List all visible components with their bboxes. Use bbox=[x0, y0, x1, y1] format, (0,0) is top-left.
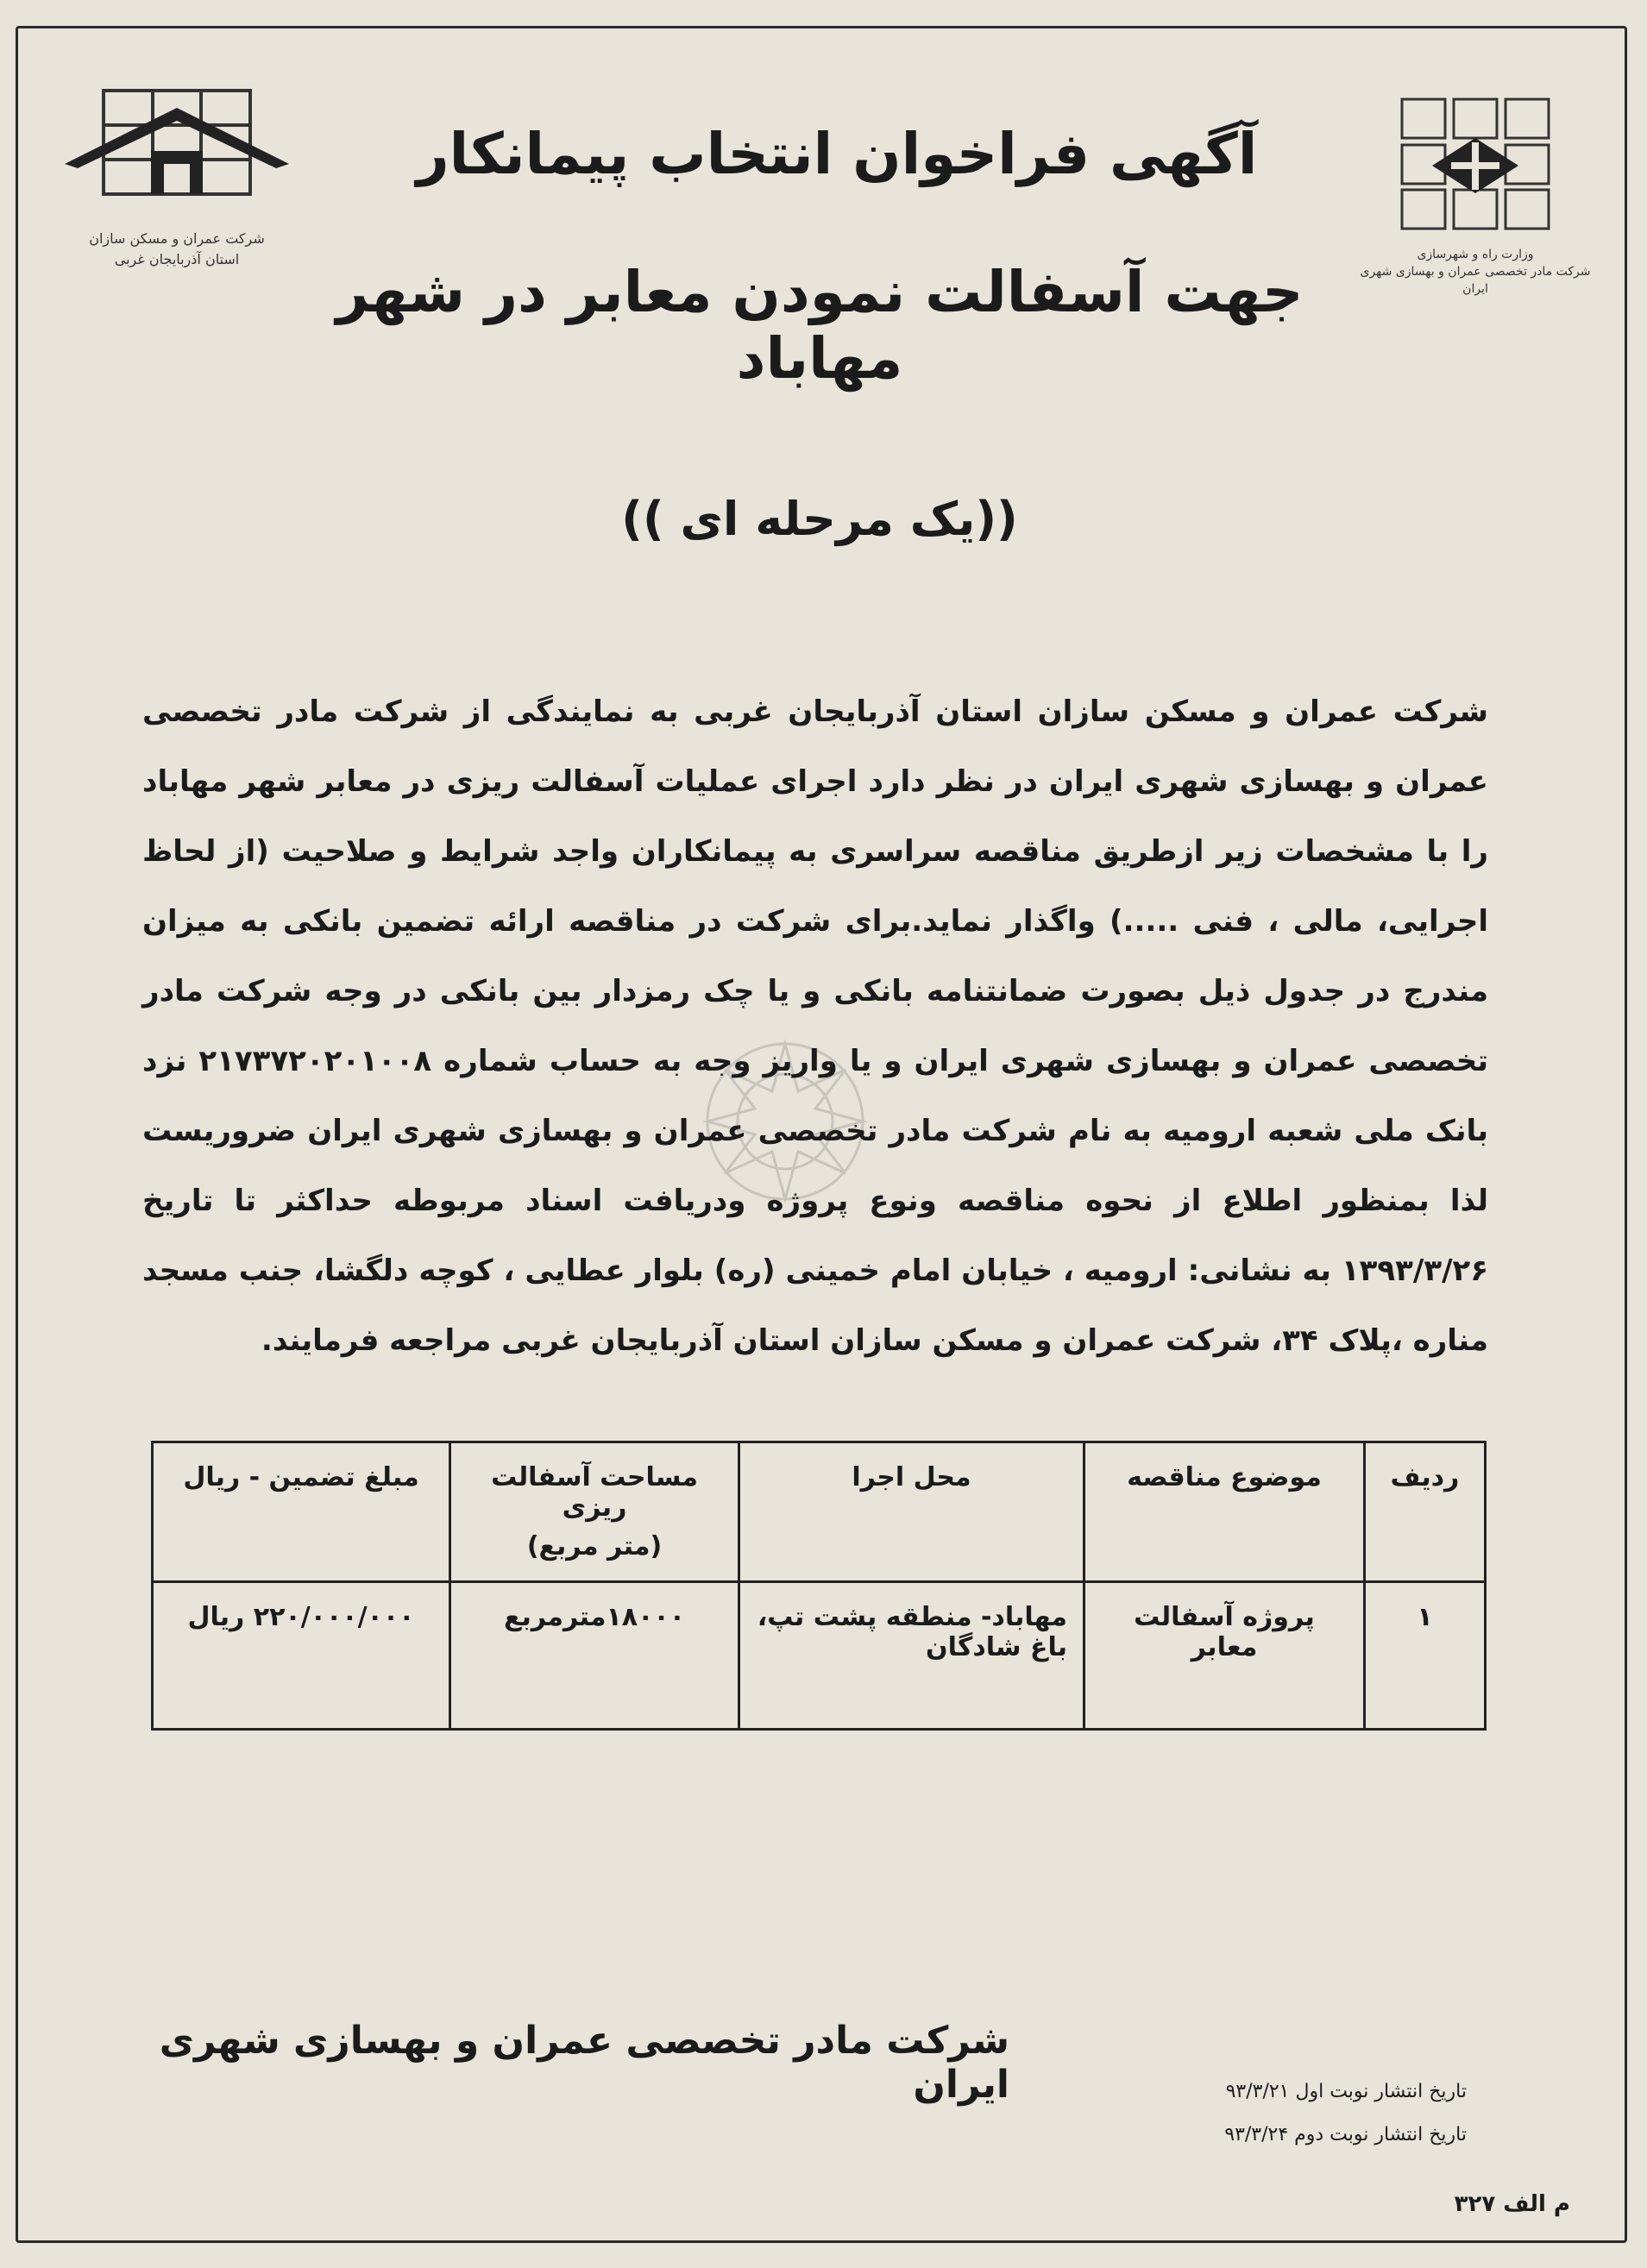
signature: شرکت مادر تخصصی عمران و بهسازی شهری ایران bbox=[159, 2019, 1009, 2107]
table-row bbox=[153, 1582, 1486, 1730]
header-subject: موضوع مناقصه bbox=[1084, 1442, 1365, 1582]
cell-subject: پروژه آسفالت معابر bbox=[1084, 1582, 1365, 1730]
cell-area: ۱۸۰۰۰مترمربع bbox=[450, 1582, 739, 1730]
table-header-row bbox=[153, 1442, 1486, 1582]
company-logo-icon bbox=[56, 82, 298, 211]
cell-guarantee: ۲۲۰/۰۰۰/۰۰۰ ریال bbox=[153, 1582, 450, 1730]
header-location: محل اجرا bbox=[739, 1442, 1084, 1582]
cell-row-no: ۱ bbox=[1365, 1582, 1486, 1730]
company-caption-line2: استان آذربایجان غربی bbox=[114, 251, 240, 267]
title-line2: جهت آسفالت نمودن معابر در شهر مهاباد bbox=[336, 259, 1304, 392]
reference-number: م الف ۳۲۷ bbox=[1454, 2191, 1570, 2217]
ministry-caption-line1: وزارت راه و شهرسازی bbox=[1417, 248, 1534, 261]
publication-second-date: تاریخ انتشار نوبت دوم ۹۳/۳/۲۴ bbox=[1224, 2124, 1467, 2145]
publication-first-date: تاریخ انتشار نوبت اول ۹۳/۳/۲۱ bbox=[1225, 2081, 1467, 2102]
header-guarantee: مبلغ تضمین - ریال bbox=[153, 1442, 450, 1582]
header-area bbox=[450, 1442, 739, 1582]
header-area-line2: (متر مربع) bbox=[526, 1531, 663, 1561]
title-line1: آگهی فراخوان انتخاب پیمانکار bbox=[416, 121, 1258, 187]
cell-location: مهاباد- منطقه پشت تپ، باغ شادگان bbox=[739, 1582, 1084, 1730]
ministry-logo-caption bbox=[1346, 246, 1605, 298]
header-row-no: ردیف bbox=[1365, 1442, 1486, 1582]
header-area-line1: مساحت آسفالت ریزی bbox=[491, 1462, 698, 1523]
company-caption-line1: شرکت عمران و مسکن سازان bbox=[89, 230, 265, 247]
tender-table bbox=[151, 1441, 1487, 1731]
tender-stage: ((یک مرحله ای )) bbox=[621, 492, 1018, 546]
ministry-caption-line2: شرکت مادر تخصصی عمران و بهسازی شهری ایران bbox=[1360, 265, 1591, 296]
notice-body: شرکت عمران و مسکن سازان استان آذربایجان غربی به نمایندگی از شرکت مادر تخصصی عمران و بهسازی شهری ایران در نظر دارد اجرای عملیات آسفالت ریزی در معابر شهر مهاباد را با مشخصات زیر ازطریق مناقصه سراسری به پیمانکاران واجد شرایط و صلاحیت (از لحاظ اجرایی، مالی ، فنی .....) واگذار نماید.برای شرکت در مناقصه ارائه تضمین بانکی به میزان مندرج در جدول ذیل بصورت ضمانتنامه بانکی و یا چک رمزدار بین بانکی در وجه شرکت مادر تخصصی عمران و بهسازی شهری ایران و یا واریز وجه به حساب شماره ۲۱۷۳۷۲۰۲۰۱۰۰۸ نزد بانک ملی شعبه ارومیه به نام شرکت مادر تخصصی عمران و بهسازی شهری ایران ضروریست لذا بمنظور اطلاع از نحوه مناقصه ونوع پروژه ودریافت اسناد مربوطه حداکثر تا تاریخ ۱۳۹۳/۳/۲۶ به نشانی: ارومیه ، خیابان امام خمینی (ره) بلوار عطایی ، کوچه دلگشا، جنب مسجد مناره ،پلاک ۳۴، شرکت عمران و مسکن سازان استان آذربایجان غربی مراجعه فرمایند. bbox=[142, 694, 1489, 1358]
ministry-logo-icon bbox=[1398, 95, 1553, 233]
